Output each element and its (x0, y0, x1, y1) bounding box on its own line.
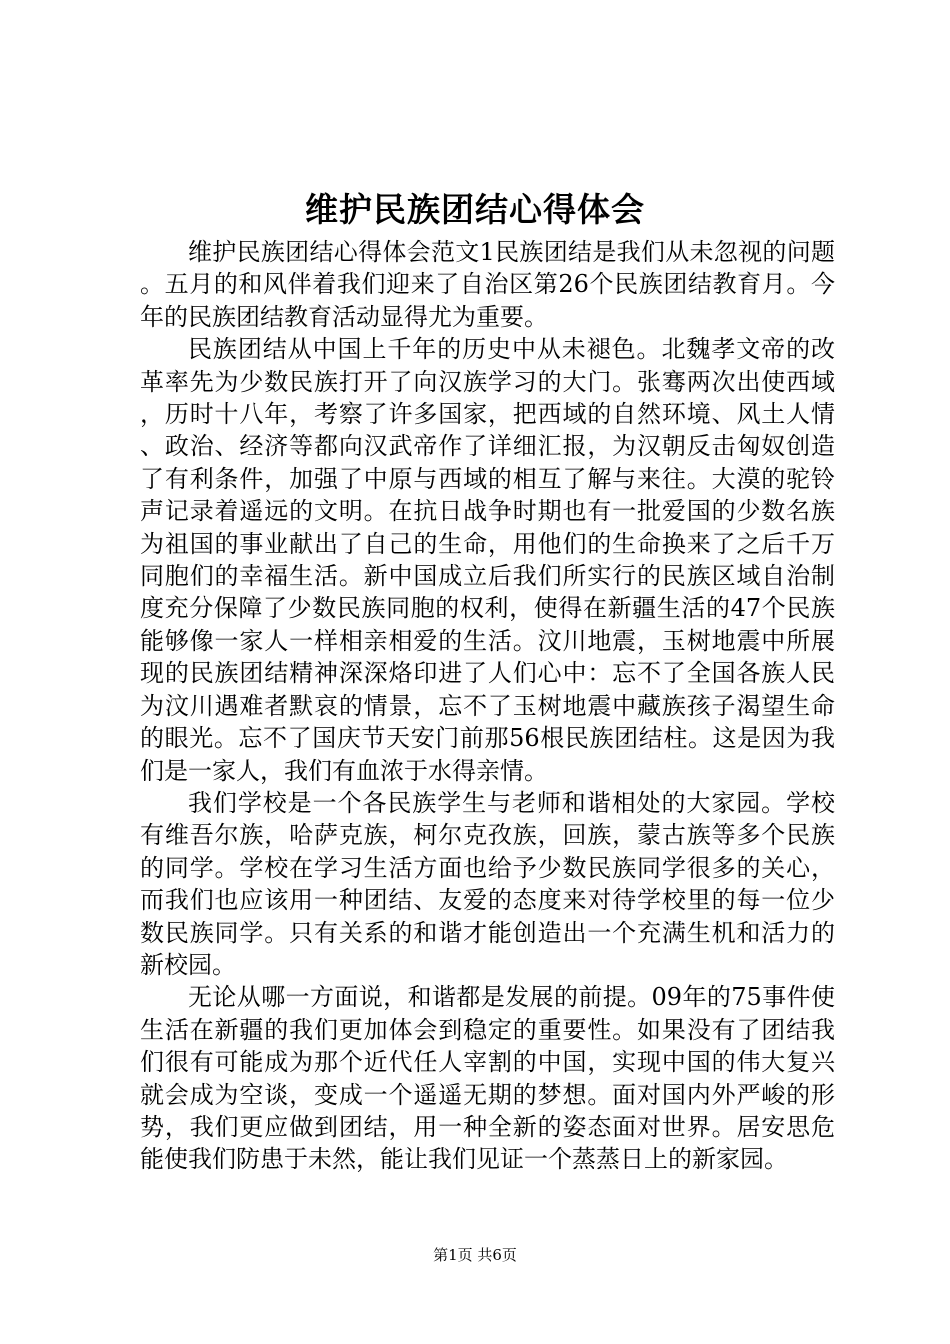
document-title: 维护民族团结心得体会 (305, 190, 645, 229)
paragraph-2: 民族团结从中国上千年的历史中从未褪色。北魏孝文帝的改革率先为少数民族打开了向汉族学习的大门。张骞两次出使西域，历时十八年，考察了许多国家，把西域的自然环境、风土人情、政治、经济等都向汉武帝作了详细汇报，为汉朝反击匈奴创造了有利条件，加强了中原与西域的相互了解与来往。大漠的驼铃声记录着遥远的文明。在抗日战争时期也有一批爱国的少数名族为祖国的事业献出了自己的生命，用他们的生命换来了之后千万同胞们的幸福生活。新中国成立后我们所实行的民族区域自治制度充分保障了少数民族同胞的权利，使得在新疆生活的47个民族能够像一家人一样相亲相爱的生活。汶川地震，玉树地震中所展现的民族团结精神深深烙印进了人们心中：忘不了全国各族人民为汶川遇难者默哀的情景，忘不了玉树地震中藏族孩子渴望生命的眼光。忘不了国庆节天安门前那56根民族团结柱。这是因为我们是一家人，我们有血浓于水得亲情。 (140, 335, 835, 785)
paragraph-3: 我们学校是一个各民族学生与老师和谐相处的大家园。学校有维吾尔族，哈萨克族，柯尔克孜族，回族，蒙古族等多个民族的同学。学校在学习生活方面也给予少数民族同学很多的关心，而我们也应该用一种团结、友爱的态度来对待学校里的每一位少数民族同学。只有关系的和谐才能创造出一个充满生机和活力的新校园。 (140, 788, 835, 979)
paragraph-4: 无论从哪一方面说，和谐都是发展的前提。09年的75事件使生活在新疆的我们更加体会到稳定的重要性。如果没有了团结我们很有可能成为那个近代任人宰割的中国，实现中国的伟大复兴就会成为空谈，变成一个遥遥无期的梦想。面对国内外严峻的形势，我们更应做到团结，用一种全新的姿态面对世界。居安思危能使我们防患于未然，能让我们见证一个蒸蒸日上的新家园。 (140, 983, 835, 1174)
document-body (140, 236, 835, 1176)
page-footer: 第1页 共6页 (433, 1246, 517, 1264)
paragraph-1: 维护民族团结心得体会范文1民族团结是我们从未忽视的问题。五月的和风伴着我们迎来了自治区第26个民族团结教育月。今年的民族团结教育活动显得尤为重要。 (140, 238, 835, 331)
